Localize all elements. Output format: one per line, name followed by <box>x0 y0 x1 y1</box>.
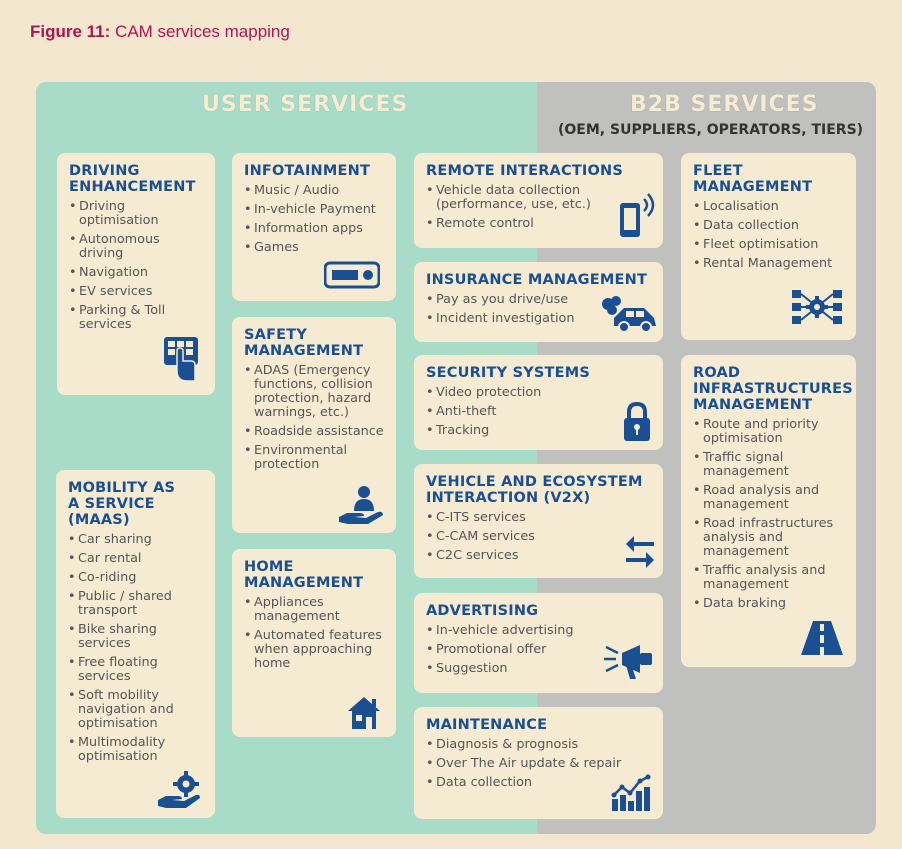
list-item: • Car sharing <box>68 533 203 547</box>
list-item: • Anti-theft <box>426 405 651 419</box>
list-item: • Autonomous driving <box>69 233 203 261</box>
list-item: • Bike sharing services <box>68 623 203 651</box>
list-item: • Over The Air update & repair <box>426 757 651 771</box>
card-items <box>244 361 384 472</box>
list-item: • Incident investigation <box>426 312 651 326</box>
card-items <box>244 593 384 671</box>
card-title <box>693 365 853 413</box>
bar-chart-icon <box>610 773 652 817</box>
list-item: • C-ITS services <box>426 511 651 525</box>
list-item: • Road analysis and management <box>693 484 844 512</box>
car-crash-icon <box>598 294 658 338</box>
list-item: • EV services <box>69 285 203 299</box>
card-title-line: DRIVING <box>69 163 140 179</box>
card-remote-interactions <box>414 153 663 248</box>
list-item: • Traffic analysis and management <box>693 564 844 592</box>
card-title <box>426 272 651 288</box>
card-items <box>68 530 203 764</box>
card-mobility-as-a-service <box>56 470 215 818</box>
card-title-line: MOBILITY AS <box>68 480 176 496</box>
list-item: • Soft mobility navigation and optimisation <box>68 689 203 731</box>
card-title-line: MANAGEMENT <box>244 343 364 359</box>
card-title-line: MAINTENANCE <box>426 717 548 733</box>
card-items <box>426 508 651 563</box>
card-items <box>69 197 203 332</box>
list-item: • Appliances management <box>244 596 384 624</box>
card-title-line: INFOTAINMENT <box>244 163 371 179</box>
card-title-line: VEHICLE AND ECOSYSTEM <box>426 474 643 490</box>
list-item: • Road infrastructures analysis and management <box>693 517 844 559</box>
exchange-arrows-icon <box>624 532 656 576</box>
list-item: • Environmental protection <box>244 444 384 472</box>
house-icon <box>346 695 382 735</box>
b2b-services-subtitle: (OEM, SUPPLIERS, OPERATORS, TIERS) <box>558 122 864 138</box>
card-title-line: ENHANCEMENT <box>69 179 196 195</box>
megaphone-icon <box>604 641 656 685</box>
card-insurance-management <box>414 262 663 342</box>
list-item: • Automated features when approaching home <box>244 629 384 671</box>
list-item: • Suggestion <box>426 662 651 676</box>
card-road-infrastructures-management <box>681 355 856 667</box>
card-title-line: INSURANCE MANAGEMENT <box>426 272 648 288</box>
list-item: • Remote control <box>426 217 651 231</box>
list-item: • Public / shared transport <box>68 590 203 618</box>
list-item: • In-vehicle advertising <box>426 624 651 638</box>
card-title-line: INTERACTION (V2X) <box>426 490 591 506</box>
card-title <box>426 163 651 179</box>
list-item: • Navigation <box>69 266 203 280</box>
figure-label: Figure 11: <box>30 22 111 41</box>
list-item: • Fleet optimisation <box>693 238 844 252</box>
list-item: • Rental Management <box>693 257 844 271</box>
list-item: • Data braking <box>693 597 844 611</box>
card-title <box>69 163 203 195</box>
list-item: • Route and priority optimisation <box>693 418 844 446</box>
hand-gear-icon <box>156 770 206 814</box>
card-title-line: MANAGEMENT <box>693 397 813 413</box>
card-title-line: SECURITY SYSTEMS <box>426 365 591 381</box>
list-item: • Data collection <box>693 219 844 233</box>
list-item: • Pay as you drive/use <box>426 293 651 307</box>
list-item: • Parking & Toll services <box>69 304 203 332</box>
card-items <box>693 415 844 611</box>
card-title <box>426 603 651 619</box>
card-driving-enhancement <box>57 153 215 395</box>
card-title <box>244 163 384 179</box>
road-icon <box>799 619 845 661</box>
user-services-title: USER SERVICES <box>202 92 409 117</box>
touchscreen-hand-icon <box>161 335 201 389</box>
card-title-line: INFRASTRUCTURES <box>693 381 853 397</box>
list-item: • Driving optimisation <box>69 200 203 228</box>
list-item: • Games <box>244 241 384 255</box>
card-home-management <box>232 549 396 737</box>
card-items <box>426 383 651 438</box>
card-title-line: (MAAS) <box>68 512 130 528</box>
list-item: • C-CAM services <box>426 530 651 544</box>
card-security-systems <box>414 355 663 450</box>
card-advertising <box>414 593 663 693</box>
list-item: • Diagnosis & prognosis <box>426 738 651 752</box>
card-items <box>244 181 384 255</box>
list-item: • Multimodality optimisation <box>68 736 203 764</box>
list-item: • Video protection <box>426 386 651 400</box>
card-title <box>244 327 384 359</box>
network-gear-icon <box>791 287 843 331</box>
list-item: • Music / Audio <box>244 184 384 198</box>
card-title-line: MANAGEMENT <box>693 179 813 195</box>
list-item: • Co-riding <box>68 571 203 585</box>
list-item: • Roadside assistance <box>244 425 384 439</box>
card-title-line: REMOTE INTERACTIONS <box>426 163 624 179</box>
radio-icon <box>324 261 380 293</box>
card-title-line: SAFETY <box>244 327 308 343</box>
card-title-line: ROAD <box>693 365 741 381</box>
card-title-line: FLEET <box>693 163 743 179</box>
card-title <box>68 480 203 528</box>
mobile-signal-icon <box>618 189 658 245</box>
card-title-line: ADVERTISING <box>426 603 539 619</box>
list-item: • In-vehicle Payment <box>244 203 384 217</box>
list-item: • C2C services <box>426 549 651 563</box>
list-item: • Information apps <box>244 222 384 236</box>
card-fleet-management <box>681 153 856 340</box>
list-item: • Free floating services <box>68 656 203 684</box>
list-item: • Localisation <box>693 200 844 214</box>
card-safety-management <box>232 317 396 533</box>
card-vehicle-ecosystem-interaction <box>414 464 663 578</box>
card-title <box>426 717 651 733</box>
list-item: • Tracking <box>426 424 651 438</box>
card-title-line: A SERVICE <box>68 496 155 512</box>
card-title <box>693 163 844 195</box>
card-title-line: MANAGEMENT <box>244 575 364 591</box>
services-panel <box>36 82 876 834</box>
figure-title: CAM services mapping <box>115 22 290 41</box>
figure-caption <box>30 22 290 42</box>
list-item: • Data collection <box>426 776 651 790</box>
card-infotainment <box>232 153 396 301</box>
card-title <box>426 474 651 506</box>
card-items <box>693 197 844 271</box>
hand-person-icon <box>338 485 386 529</box>
b2b-services-title: B2B SERVICES <box>630 92 819 117</box>
card-title <box>244 559 384 591</box>
card-title-line: HOME <box>244 559 294 575</box>
card-title <box>426 365 651 381</box>
padlock-icon <box>622 401 652 447</box>
list-item: • Traffic signal management <box>693 451 844 479</box>
list-item: • ADAS (Emergency functions, collision protection, hazard warnings, etc.) <box>244 364 384 420</box>
card-maintenance <box>414 707 663 819</box>
list-item: • Vehicle data collection (performance, use, etc.) <box>426 184 651 212</box>
list-item: • Promotional offer <box>426 643 651 657</box>
list-item: • Car rental <box>68 552 203 566</box>
